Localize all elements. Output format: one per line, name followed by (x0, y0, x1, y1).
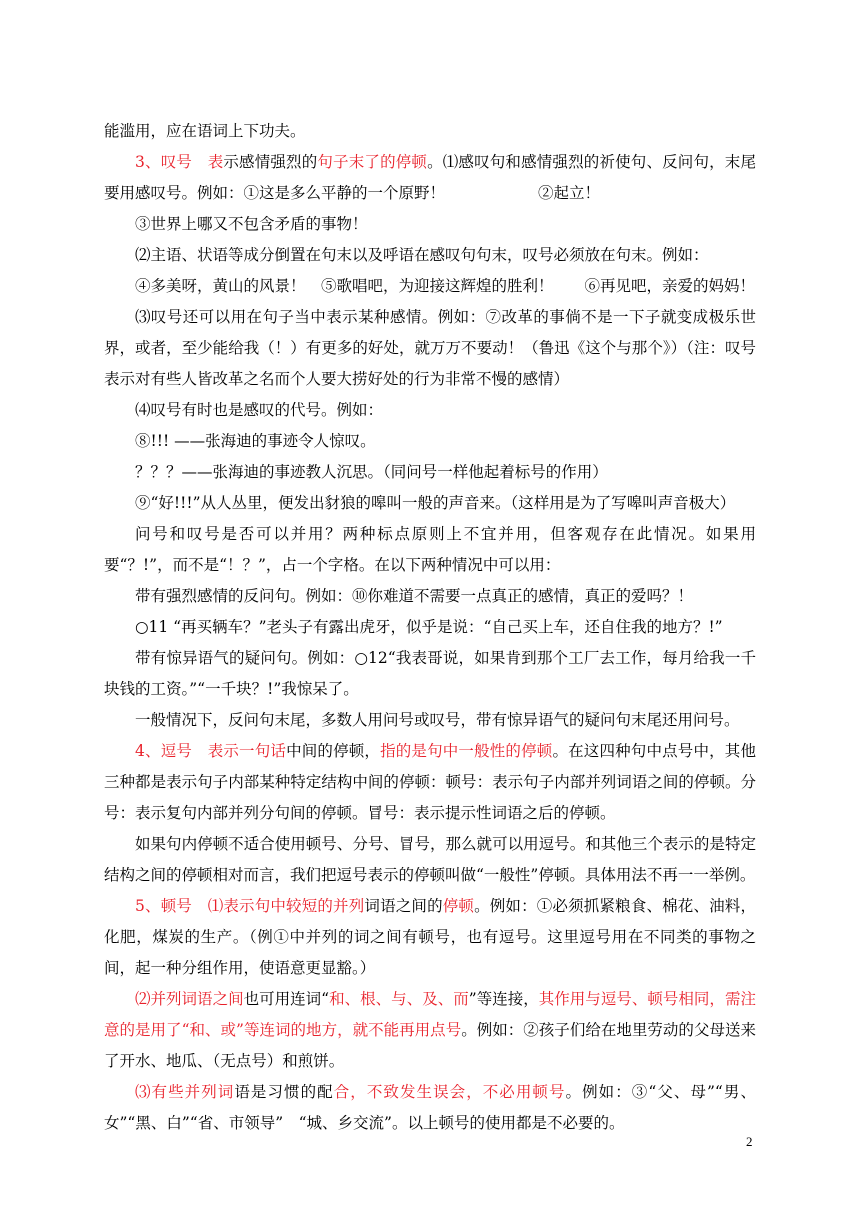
paragraph-19 (104, 1077, 756, 1139)
text-span: 示感情强烈的 (223, 153, 318, 171)
paragraph-enumeration-heading (104, 891, 756, 984)
text-span: ○11 “再买辆车？”老头子有露出虎牙，似乎是说：“自己买上车，还自住我的地方？!” (135, 618, 723, 636)
section-heading-enumeration-comma: 5、顿号 ⑴表示句中较短的并列 (135, 897, 365, 915)
text-span: ③世界上哪又不包含矛盾的事物！ (135, 215, 368, 233)
paragraph-13 (104, 643, 756, 705)
paragraph-8 (104, 457, 756, 488)
highlight-span: 合，不致发生误会，不必用顿号 (333, 1083, 566, 1101)
highlight-span: 其作用与逗号、顿号相同，需注意的是用了“和、或”等连词的地方，就不能再用点号 (104, 990, 756, 1039)
text-span: ④多美呀，黄山的风景！ ⑤歌唱吧，为迎接这辉煌的胜利！ ⑥再见吧，亲爱的妈妈！ (135, 277, 756, 295)
text-span: 问号和叹号是否可以并用？两种标点原则上不宜并用，但客观存在此情况。如果用要“？!”，而不是“！？”，占一个字格。在以下两种情况中可以用： (104, 525, 756, 574)
paragraph-3 (104, 240, 756, 271)
paragraph-14 (104, 705, 756, 736)
highlight-span: 停顿 (442, 897, 475, 915)
text-span: 中间的停顿， (286, 742, 381, 760)
paragraph-5 (104, 302, 756, 395)
highlight-span: ⑵并列词语之间 (135, 990, 244, 1008)
text-span: 一般情况下，反问句末尾，多数人用问号或叹号，带有惊异语气的疑问句末尾还用问号。 (135, 711, 740, 729)
text-span: 也可用连词“ (243, 990, 330, 1008)
text-span: 。在这四种句中点号中，其他三种都是表示句子内部某种特定结构中间的停顿：顿号：表示句子内部并列词语之间的停顿。分号：表示复句内部并列分句间的停顿。冒号：表示提示性词语之后的停顿。 (104, 742, 756, 822)
text-span: ⑷叹号有时也是感叹的代号。例如： (135, 401, 384, 419)
paragraph-exclamation-heading (104, 147, 756, 209)
page-number: 2 (746, 1134, 753, 1149)
paragraph-12 (104, 612, 756, 643)
text-span: ？？？——张海迪的事迹教人沉思。（同问号一样他起着标号的作用） (135, 463, 608, 481)
section-heading-comma: 4、逗号 表示一句话 (135, 742, 287, 760)
paragraph-comma-heading (104, 736, 756, 829)
text-span: ⑶叹号还可以用在句子当中表示某种感情。例如：⑦改革的事倘不是一下子就变成极乐世界，或者，至少能给我（！）有更多的好处，就万万不要动！（鲁迅《这个与那个》）（注：叹号表示对有些人皆改革之名而个人要大捞好处的行为非常不慢的感情） (104, 308, 756, 388)
text-span: 词语之间的 (364, 897, 443, 915)
text-span: 。例如：②孩子们给在地里劳动的父母送来了开水、地瓜、（无点号）和煎饼。 (104, 1021, 756, 1070)
text-span: ⑨“好!!!”从人丛里，便发出豺狼的嗥叫一般的声音来。（这样用是为了写嗥叫声音极大） (135, 494, 736, 512)
text-span: 能滥用，应在语词上下功夫。 (104, 122, 306, 140)
text-span: ⑵主语、状语等成分倒置在句末以及呼语在感叹句句末，叹号必须放在句末。例如： (135, 246, 709, 264)
paragraph-6 (104, 395, 756, 426)
text-span: 如果句内停顿不适合使用顿号、分号、冒号，那么就可以用逗号。和其他三个表示的是特定结构之间的停顿相对而言，我们把逗号表示的停顿叫做“一般性”停顿。具体用法不再一一举例。 (104, 835, 756, 884)
highlight-span: 指的是句中一般性的停顿 (380, 742, 553, 760)
paragraph-10 (104, 519, 756, 581)
text-span: ⑧!!! ——张海迪的事迹令人惊叹。 (135, 432, 376, 450)
text-span: 带有惊异语气的疑问句。例如：○12“我表哥说，如果肯到那个工厂去工作，每月给我一千块钱的工资。”“一千块？!”我惊呆了。 (104, 649, 756, 698)
paragraph-16 (104, 829, 756, 891)
highlight-span: 和、根、与、及、而 (329, 990, 469, 1008)
highlight-span: ⑶有些并列词 (135, 1083, 235, 1101)
text-span: 。⑴感叹句和感情强烈的祈使句、反问句，末尾要用感叹号。例如：①这是多么平静的一个原野！ ②起立！ (104, 153, 756, 202)
text-span: 。例如：①必须抓紧粮食、棉花、油料，化肥，煤炭的生产。（例①中并列的词之间有顿号，也有逗号。这里逗号用在不同类的事物之间，起一种分组作用，使语意更显豁。） (104, 897, 756, 977)
paragraph-11 (104, 581, 756, 612)
paragraph-4 (104, 271, 756, 302)
highlight-span: 句子末了的停顿 (317, 153, 428, 171)
text-span: ”等连接， (468, 990, 539, 1008)
text-span: 。例如：③“父、母”“男、女”“黑、白”“省、市领导” “城、乡交流”。以上顿号的使用都是不必要的。 (104, 1083, 756, 1132)
paragraph-18 (104, 984, 756, 1077)
text-span: 语是习惯的配 (234, 1083, 334, 1101)
document-body (104, 116, 756, 1139)
section-heading-exclamation: 3、叹号 表 (135, 153, 224, 171)
paragraph-2 (104, 209, 756, 240)
text-span: 带有强烈感情的反问句。例如：⑩你难道不需要一点真正的感情，真正的爱吗？！ (135, 587, 694, 605)
paragraph-7 (104, 426, 756, 457)
paragraph-9 (104, 488, 756, 519)
paragraph-0 (104, 116, 756, 147)
